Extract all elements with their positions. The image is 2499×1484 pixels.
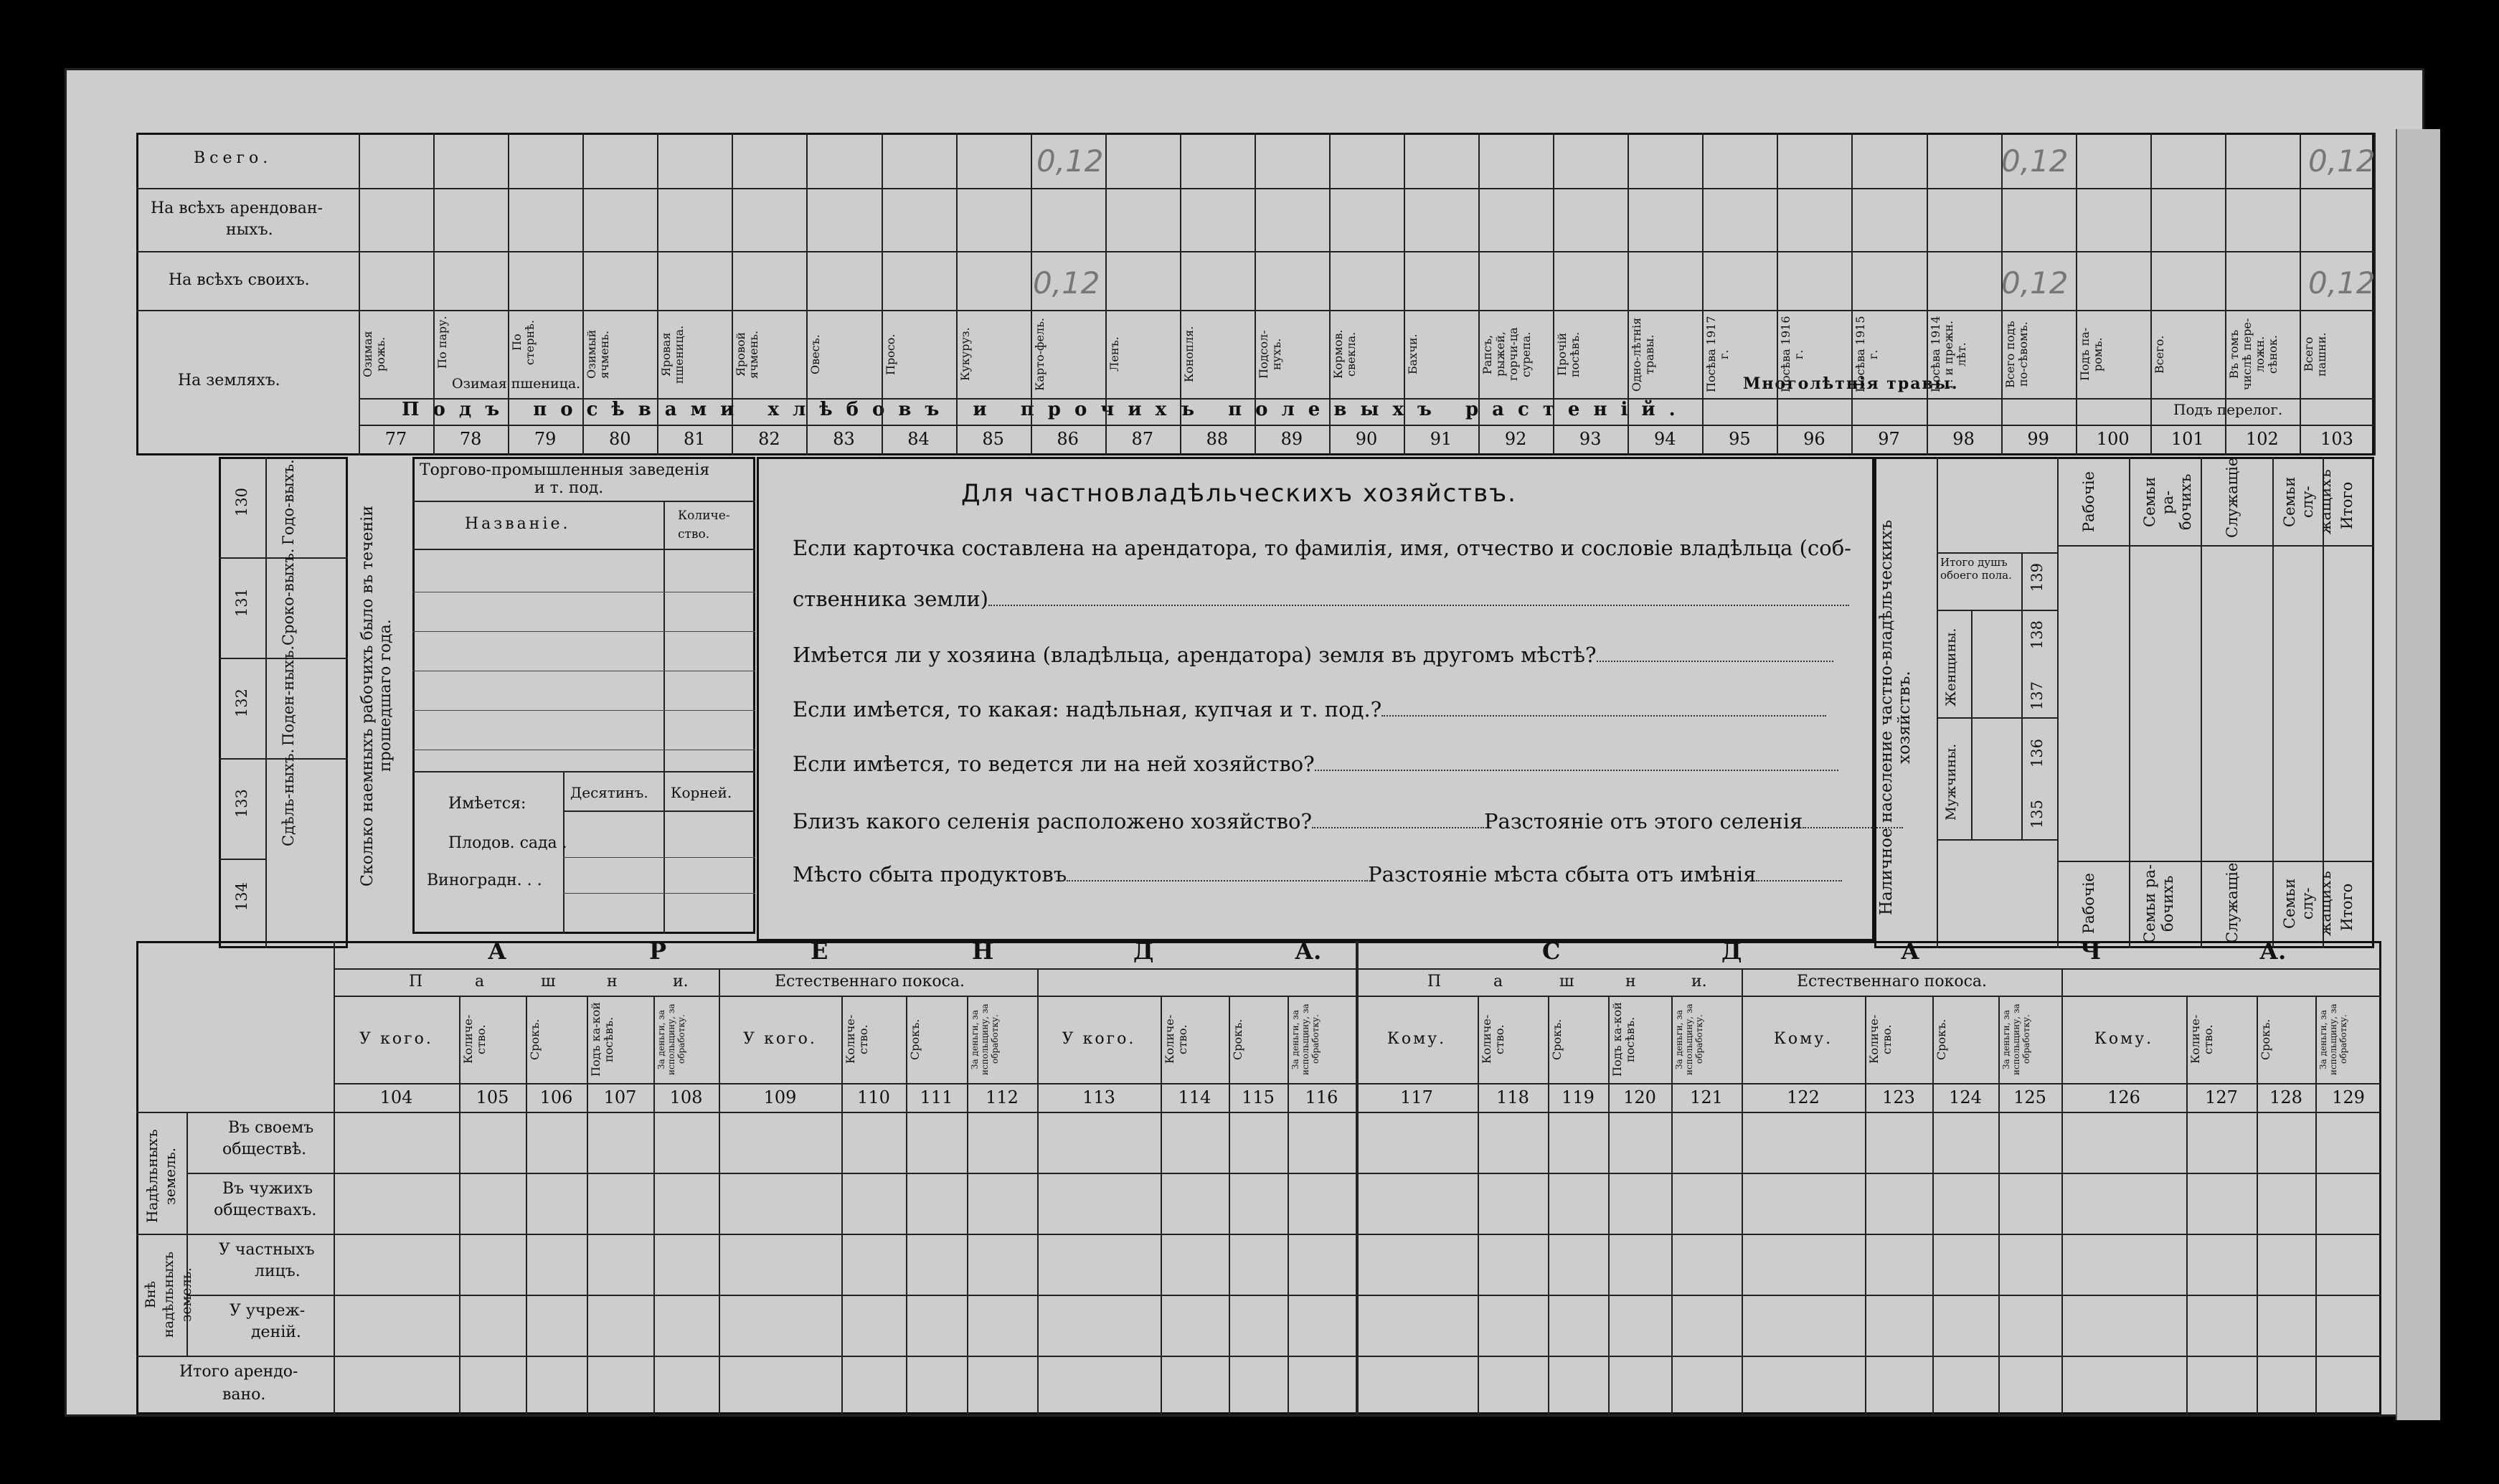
bottom-col-line bbox=[2315, 996, 2317, 1414]
desyatin-label: Десятинъ. bbox=[570, 784, 648, 801]
bottom-col-line bbox=[1932, 996, 1934, 1414]
crop-header: Кукуруз. bbox=[958, 327, 972, 382]
itogo-arendovano-a: Итого арендо- bbox=[179, 1363, 298, 1381]
sdacha-letter: А. bbox=[2259, 937, 2287, 965]
pashni-letter: ш bbox=[541, 973, 556, 991]
col-header: Количе-ство. bbox=[461, 1014, 488, 1064]
workers-num: 134 bbox=[233, 882, 250, 912]
top-col-line bbox=[359, 133, 360, 455]
col-header: Количе-ство. bbox=[1480, 1014, 1506, 1064]
col-number: 117 bbox=[1400, 1087, 1433, 1107]
col-number: 91 bbox=[1430, 429, 1452, 449]
col-header: Кому. bbox=[2094, 1030, 2154, 1048]
col-header: За деньги, за испольщину, за обработку. bbox=[970, 1003, 1000, 1075]
pencil-mark: 0,12 bbox=[2308, 143, 2376, 179]
sdacha-letter: Д bbox=[1721, 937, 1742, 965]
pashni-letter: н bbox=[607, 973, 618, 991]
col-number: 99 bbox=[2027, 429, 2049, 449]
col-header: Срокъ. bbox=[528, 1019, 542, 1060]
col-number: 109 bbox=[763, 1087, 797, 1107]
nadelnykh-label: Надѣльныхъ земель. bbox=[143, 1129, 179, 1224]
pop-col-bottom: Рабочіе bbox=[2080, 873, 2097, 935]
crop-header: Рапсъ, рыжей, горчи-ца сурепа. bbox=[1480, 327, 1534, 382]
col-number: 124 bbox=[1949, 1087, 1982, 1107]
bottom-col-line bbox=[967, 996, 968, 1414]
workers-num: 133 bbox=[233, 789, 250, 818]
pop-col-top: Семьи ра-бочихъ bbox=[2141, 473, 2194, 531]
col-header: Подъ ка-кой посѣвъ. bbox=[589, 1002, 615, 1077]
col-number: 83 bbox=[833, 429, 855, 449]
pop-col-top: Семьи слу-жащихъ bbox=[2281, 469, 2334, 535]
crop-header: Озимая рожь. bbox=[361, 331, 387, 378]
bottom-col-line bbox=[1865, 996, 1866, 1414]
trade-col-qty: Количе-ство. bbox=[678, 509, 730, 542]
col-header: Количе-ство. bbox=[1867, 1014, 1894, 1064]
bottom-col-line bbox=[1671, 996, 1673, 1414]
pop-col-bottom: Семьи слу-жащихъ bbox=[2281, 871, 2334, 937]
col-header: За деньги, за испольщину, за обработку. bbox=[1674, 1003, 1704, 1075]
crop-header: Посѣва 1914 г. и прежн. лѣт. bbox=[1928, 316, 1968, 393]
pop-num: 137 bbox=[2028, 681, 2046, 711]
top-col-line bbox=[732, 133, 733, 455]
top-col-line bbox=[2300, 133, 2301, 455]
bottom-col-line bbox=[1998, 996, 2000, 1414]
private-heading: Для частновладѣльческихъ хозяйствъ. bbox=[961, 479, 1517, 508]
crop-header: Подъ па-ромъ. bbox=[2077, 327, 2104, 382]
bottom-col-line bbox=[906, 996, 907, 1414]
vinogr-label: Виноградн. . . bbox=[427, 871, 542, 889]
top-col-line bbox=[1553, 133, 1554, 455]
col-number: 89 bbox=[1280, 429, 1303, 449]
crop-header: Озимый ячмень. bbox=[585, 329, 612, 379]
col-number: 79 bbox=[534, 429, 557, 449]
col-header: За деньги, за испольщину, за обработку. bbox=[2318, 1003, 2348, 1075]
col-number: 128 bbox=[2269, 1087, 2302, 1107]
question-5: Близъ какого селенія расположено хозяйство? Разстояніе отъ этого селенія bbox=[793, 809, 1903, 833]
bottom-col-line bbox=[1608, 996, 1610, 1414]
top-col-line bbox=[1180, 133, 1181, 455]
question-3: Если имѣется, то какая: надѣльная, купчая и т. под.? bbox=[793, 697, 1826, 722]
top-col-line bbox=[1851, 133, 1853, 455]
col-number: 100 bbox=[2096, 429, 2130, 449]
crop-header: Посѣва 1916 г. bbox=[1779, 316, 1806, 393]
col-number: 107 bbox=[603, 1087, 637, 1107]
col-number: 110 bbox=[857, 1087, 890, 1107]
col-header: Количе-ство. bbox=[2188, 1014, 2215, 1064]
top-col-line bbox=[1105, 133, 1107, 455]
crop-header: Посѣва 1917 г. bbox=[1704, 316, 1732, 393]
col-number: 97 bbox=[1878, 429, 1900, 449]
top-col-line bbox=[1404, 133, 1405, 455]
col-number: 78 bbox=[459, 429, 482, 449]
pashni-letter: и. bbox=[673, 973, 689, 991]
pashni-letter: а bbox=[475, 973, 485, 991]
pashni-letter: П bbox=[409, 973, 423, 991]
itogo-dushe: Итого душъ обоего пола. bbox=[1940, 556, 2012, 582]
u-chastnykh-a: У частныхъ bbox=[219, 1241, 315, 1259]
crop-header: Ленъ. bbox=[1107, 336, 1121, 372]
arenda-letter: Р bbox=[649, 937, 667, 965]
col-header: За деньги, за испольщину, за обработку. bbox=[2001, 1003, 2031, 1075]
top-col-line bbox=[1031, 133, 1032, 455]
bottom-col-line bbox=[1742, 996, 1743, 1414]
col-number: 115 bbox=[1242, 1087, 1275, 1107]
col-number: 108 bbox=[669, 1087, 703, 1107]
col-number: 92 bbox=[1504, 429, 1527, 449]
pashni-letter: а bbox=[1493, 973, 1503, 991]
top-col-line bbox=[1628, 133, 1629, 455]
col-header: Срокъ. bbox=[908, 1019, 922, 1060]
question-4: Если имѣется, то ведется ли на ней хозяйство? bbox=[793, 752, 1838, 776]
col-number: 112 bbox=[986, 1087, 1019, 1107]
pencil-mark: 0,12 bbox=[2001, 265, 2069, 301]
bottom-col-line bbox=[2186, 996, 2188, 1414]
estestv-label: Естественнаго покоса. bbox=[1797, 973, 1988, 991]
col-header: Кому. bbox=[1387, 1030, 1447, 1048]
col-header: Срокъ. bbox=[1550, 1019, 1564, 1060]
col-number: 129 bbox=[2332, 1087, 2365, 1107]
col-number: 82 bbox=[758, 429, 780, 449]
workers-label: Поден-ныхъ. bbox=[280, 646, 297, 746]
col-number: 88 bbox=[1206, 429, 1229, 449]
crop-header: Всего. bbox=[2152, 335, 2166, 374]
col-number: 120 bbox=[1623, 1087, 1656, 1107]
trade-title-a: Торгово-промышленныя заведенія bbox=[420, 461, 710, 479]
col-header: Срокъ. bbox=[2259, 1019, 2272, 1060]
u-uchrezhd-a: У учреж- bbox=[230, 1302, 306, 1320]
v-chuzhikh-a: Въ чужихъ bbox=[222, 1180, 313, 1198]
bottom-col-line bbox=[1229, 996, 1230, 1414]
crop-header: Одно-лѣтнія травы. bbox=[1630, 317, 1657, 392]
estestv-label: Естественнаго покоса. bbox=[775, 973, 965, 991]
col-number: 105 bbox=[476, 1087, 509, 1107]
col-header: У кого. bbox=[743, 1030, 817, 1048]
workers-num: 132 bbox=[233, 689, 250, 718]
bottom-col-line bbox=[1356, 996, 1357, 1414]
col-header: Количе-ство. bbox=[844, 1014, 870, 1064]
arenda-letter: А. bbox=[1295, 937, 1322, 965]
top-col-line bbox=[956, 133, 958, 455]
row-label-vsego: Всего. bbox=[194, 149, 273, 167]
col-header: Количе-ство. bbox=[1163, 1014, 1189, 1064]
top-col-line bbox=[1777, 133, 1778, 455]
row-label-svoikh: На всѣхъ своихъ. bbox=[169, 271, 310, 289]
sdacha-letter: Ч bbox=[2080, 937, 2102, 965]
crop-header: Всего подъ по-сѣвомъ. bbox=[2003, 321, 2030, 388]
col-number: 113 bbox=[1082, 1087, 1115, 1107]
bottom-col-line bbox=[1478, 996, 1479, 1414]
bottom-col-line bbox=[2257, 996, 2258, 1414]
col-number: 106 bbox=[539, 1087, 573, 1107]
row-label-arendovannykh-a: На всѣхъ арендован- bbox=[151, 199, 323, 217]
trade-col-name: Названіе. bbox=[465, 515, 571, 533]
col-header: Срокъ. bbox=[1935, 1019, 1948, 1060]
col-number: 93 bbox=[1579, 429, 1602, 449]
crop-header: Подсол-нухъ. bbox=[1256, 330, 1283, 379]
col-header: Кому. bbox=[1773, 1030, 1833, 1048]
bottom-col-line bbox=[1548, 996, 1549, 1414]
bottom-col-line bbox=[2061, 996, 2063, 1414]
question-1a: Если карточка составлена на арендатора, то фамилія, имя, отчество и сословіе владѣльца (соб- bbox=[793, 536, 1851, 560]
col-number: 119 bbox=[1562, 1087, 1595, 1107]
u-chastnykh-b: лицъ. bbox=[255, 1262, 301, 1280]
col-number: 127 bbox=[2205, 1087, 2238, 1107]
v-chuzhikh-b: обществахъ. bbox=[214, 1201, 317, 1219]
crops-band: Подъ посѣвами хлѣбовъ и прочихъ полевыхъ растеній. bbox=[402, 399, 1689, 420]
pencil-mark: 0,12 bbox=[2001, 143, 2069, 179]
col-number: 111 bbox=[920, 1087, 953, 1107]
v-svoem-b: обществѣ. bbox=[222, 1140, 307, 1158]
crop-header: Яровая пшеница. bbox=[659, 325, 686, 384]
col-header: У кого. bbox=[359, 1030, 433, 1048]
pop-num: 136 bbox=[2028, 739, 2046, 768]
col-number: 86 bbox=[1057, 429, 1079, 449]
crop-header: Карто-фель. bbox=[1032, 318, 1047, 392]
col-number: 101 bbox=[2170, 429, 2204, 449]
col-number: 126 bbox=[2107, 1087, 2140, 1107]
question-2: Имѣется ли у хозяина (владѣльца, арендатора) земля въ другомъ мѣстѣ? bbox=[793, 643, 1833, 667]
pencil-mark: 0,12 bbox=[2308, 265, 2376, 301]
col-number: 118 bbox=[1496, 1087, 1529, 1107]
pop-num: 139 bbox=[2028, 563, 2046, 592]
ozimaya-pshenitsa: Озимая пшеница. bbox=[452, 376, 581, 392]
pop-col-top: Рабочіе bbox=[2080, 471, 2097, 533]
zhenshchiny-label: Женщины. bbox=[1943, 628, 1959, 706]
crop-header: Кормов. свекла. bbox=[1331, 329, 1358, 379]
col-number: 114 bbox=[1178, 1087, 1211, 1107]
col-header: За деньги, за испольщину, за обработку. bbox=[656, 1003, 686, 1075]
top-col-line bbox=[657, 133, 658, 455]
korney-label: Корней. bbox=[671, 784, 732, 801]
workers-label: Годо-выхъ. bbox=[280, 459, 297, 545]
row-label-zemlyakh: На земляхъ. bbox=[178, 372, 280, 389]
col-number: 104 bbox=[379, 1087, 413, 1107]
row-label-arendovannykh-b: ныхъ. bbox=[226, 221, 273, 239]
population-side-title: Наличное население частно-владѣльческихъ хозяйствъ. bbox=[1877, 519, 1914, 915]
col-number: 98 bbox=[1952, 429, 1975, 449]
top-col-line bbox=[433, 133, 435, 455]
imeetsya-label: Имѣется: bbox=[448, 795, 526, 813]
arenda-letter: Е bbox=[811, 937, 828, 965]
top-col-line bbox=[882, 133, 883, 455]
top-col-line bbox=[1927, 133, 1928, 455]
arenda-letter: Н bbox=[972, 937, 994, 965]
pencil-mark: 0,12 bbox=[1036, 143, 1104, 179]
bottom-col-line bbox=[526, 996, 527, 1414]
crop-header: Бахчи. bbox=[1406, 334, 1420, 375]
col-number: 103 bbox=[2320, 429, 2353, 449]
workers-side-title: Сколько наемныхъ рабочихъ было въ теченіи прошедшаго года. bbox=[359, 505, 395, 887]
top-col-line bbox=[2225, 133, 2226, 455]
pashni-letter: и. bbox=[1691, 973, 1707, 991]
bottom-col-line bbox=[587, 996, 588, 1414]
u-uchrezhd-b: деній. bbox=[251, 1323, 301, 1341]
pop-col-bottom: Итого bbox=[2338, 883, 2356, 932]
workers-num: 130 bbox=[233, 488, 250, 517]
col-number: 95 bbox=[1729, 429, 1751, 449]
col-number: 121 bbox=[1690, 1087, 1723, 1107]
top-col-line bbox=[1255, 133, 1256, 455]
crop-header: Овесъ. bbox=[808, 334, 823, 374]
bottom-col-line bbox=[841, 996, 843, 1414]
mnogoletnie-travy: Многолѣтнія травы. bbox=[1743, 374, 1959, 393]
pop-col-top: Служащіе bbox=[2224, 457, 2241, 538]
sdacha-letter: С bbox=[1542, 937, 1561, 965]
pashni-letter: П bbox=[1427, 973, 1442, 991]
col-number: 85 bbox=[982, 429, 1004, 449]
question-1b: ственника земли) bbox=[793, 587, 1849, 611]
col-number: 94 bbox=[1654, 429, 1676, 449]
crop-header: Въ томъ числѣ пере-ложн. сѣнок. bbox=[2226, 318, 2280, 391]
col-number: 81 bbox=[684, 429, 706, 449]
trade-title-b: и т. под. bbox=[534, 479, 604, 497]
col-number: 80 bbox=[608, 429, 631, 449]
bottom-col-line bbox=[1288, 996, 1289, 1414]
top-col-line bbox=[508, 133, 509, 455]
col-number: 116 bbox=[1305, 1087, 1338, 1107]
col-header: У кого. bbox=[1062, 1030, 1136, 1048]
col-number: 90 bbox=[1355, 429, 1378, 449]
crop-header: Всего пашни. bbox=[2301, 332, 2328, 377]
sdacha-letter: А bbox=[1901, 937, 1920, 965]
bottom-col-line bbox=[1037, 996, 1039, 1414]
pop-col-top: Итого bbox=[2338, 481, 2356, 530]
pashni-letter: н bbox=[1625, 973, 1636, 991]
question-6: Мѣсто сбыта продуктовъ Разстояніе мѣста сбыта отъ имѣнія bbox=[793, 862, 1842, 887]
pashni-letter: ш bbox=[1559, 973, 1574, 991]
page-edge bbox=[2396, 129, 2440, 1420]
col-number: 123 bbox=[1882, 1087, 1915, 1107]
col-header: За деньги, за испольщину, за обработку. bbox=[1290, 1003, 1321, 1075]
bottom-col-line bbox=[719, 996, 720, 1414]
col-header: Срокъ. bbox=[1231, 1019, 1244, 1060]
top-col-line bbox=[582, 133, 584, 455]
crop-header: Конопля. bbox=[1181, 326, 1196, 383]
top-col-line bbox=[2150, 133, 2152, 455]
muzhchiny-label: Мужчины. bbox=[1943, 743, 1959, 821]
itogo-arendovano-b: вано. bbox=[222, 1386, 266, 1404]
workers-label: Сроко-выхъ. bbox=[280, 548, 297, 646]
pod-perelog: Подъ перелог. bbox=[2173, 401, 2283, 418]
col-number: 125 bbox=[2013, 1087, 2046, 1107]
col-number: 87 bbox=[1131, 429, 1154, 449]
top-col-line bbox=[1702, 133, 1704, 455]
pop-num: 138 bbox=[2028, 620, 2046, 650]
sady-label: Плодов. сада . bbox=[448, 834, 567, 852]
crop-header: По стернѣ. bbox=[510, 320, 537, 365]
col-header: Подъ ка-кой посѣвъ. bbox=[1610, 1002, 1637, 1077]
workers-label: Сдѣль-ныхъ. bbox=[280, 748, 297, 846]
crop-header: По пару. bbox=[435, 316, 450, 369]
bottom-col-line bbox=[459, 996, 460, 1414]
col-number: 122 bbox=[1787, 1087, 1820, 1107]
workers-num: 131 bbox=[233, 588, 250, 618]
col-number: 77 bbox=[384, 429, 407, 449]
top-col-line bbox=[1478, 133, 1480, 455]
top-col-line bbox=[806, 133, 808, 455]
crop-header: Яровой ячмень. bbox=[734, 330, 761, 379]
top-col-line bbox=[2076, 133, 2077, 455]
arenda-letter: Д bbox=[1133, 937, 1154, 965]
pop-num: 135 bbox=[2028, 800, 2046, 829]
bottom-col-line bbox=[653, 996, 655, 1414]
bottom-col-line bbox=[1161, 996, 1162, 1414]
crop-header: Посѣва 1915 г. bbox=[1853, 316, 1881, 393]
pop-col-bottom: Семьи ра-бочихъ bbox=[2141, 864, 2176, 943]
pop-col-bottom: Служащіе bbox=[2224, 862, 2241, 943]
col-number: 102 bbox=[2245, 429, 2279, 449]
vne-nadelnykh-label: Внѣ надѣльныхъ земель. bbox=[143, 1251, 194, 1338]
pencil-mark: 0,12 bbox=[1033, 265, 1100, 301]
crop-header: Просо. bbox=[883, 334, 897, 375]
col-number: 84 bbox=[907, 429, 930, 449]
crop-header: Прочій посѣвъ. bbox=[1555, 331, 1582, 377]
col-number: 96 bbox=[1803, 429, 1825, 449]
arenda-letter: А bbox=[488, 937, 507, 965]
top-col-line bbox=[1329, 133, 1331, 455]
v-svoem-a: Въ своемъ bbox=[228, 1119, 314, 1137]
